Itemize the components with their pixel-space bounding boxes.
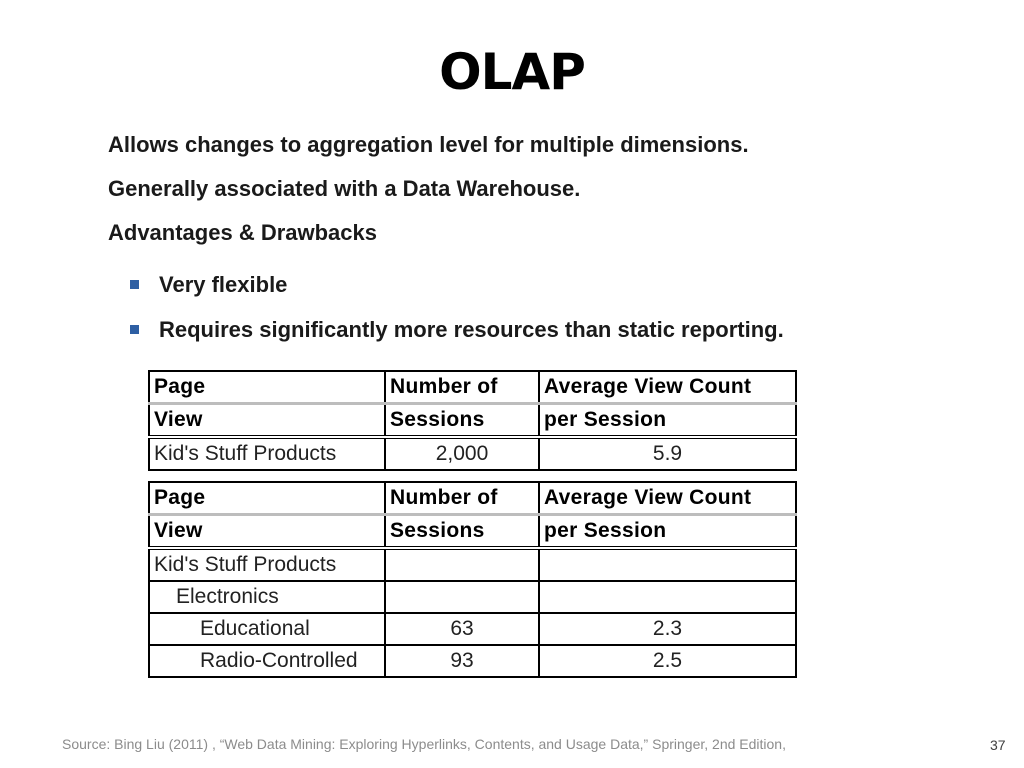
sub-bullet-flexible bbox=[108, 262, 988, 307]
avg-view-count-cell bbox=[539, 548, 796, 581]
avg-view-count-cell bbox=[539, 581, 796, 613]
table-header-row bbox=[149, 482, 796, 515]
table-row bbox=[149, 437, 796, 470]
header-cell: Average View Count bbox=[539, 371, 796, 404]
page-view-cell: Kid's Stuff Products bbox=[149, 548, 385, 581]
header-cell: per Session bbox=[539, 404, 796, 438]
drilldown-table bbox=[148, 481, 797, 678]
header-cell: Sessions bbox=[385, 515, 539, 549]
sessions-cell bbox=[385, 548, 539, 581]
page-view-cell: Kid's Stuff Products bbox=[149, 437, 385, 470]
header-cell: Page bbox=[149, 371, 385, 404]
sub-bullet-label: Very flexible bbox=[159, 271, 288, 297]
page-view-cell: Radio-Controlled bbox=[149, 645, 385, 677]
source-citation: Source: Bing Liu (2011) , “Web Data Mining: Exploring Hyperlinks, Contents, and Usage Data,” Springer, 2nd Edition, bbox=[62, 736, 786, 752]
bullet-data-warehouse: Generally associated with a Data Warehouse. bbox=[108, 176, 581, 201]
page-view-cell: Electronics bbox=[149, 581, 385, 613]
header-cell: per Session bbox=[539, 515, 796, 549]
table-row bbox=[149, 581, 796, 613]
sessions-cell: 2,000 bbox=[385, 437, 539, 470]
bullet-list bbox=[108, 130, 988, 352]
table-row bbox=[149, 613, 796, 645]
page-view-cell: Educational bbox=[149, 613, 385, 645]
bullet-advantages-drawbacks: Advantages & Drawbacks bbox=[108, 220, 377, 245]
sessions-cell: 63 bbox=[385, 613, 539, 645]
table-row bbox=[149, 645, 796, 677]
table-header-row bbox=[149, 404, 796, 438]
header-cell: View bbox=[149, 404, 385, 438]
table-row bbox=[149, 548, 796, 581]
sub-bullet-label: Requires significantly more resources than static reporting. bbox=[159, 316, 784, 342]
avg-view-count-cell: 2.5 bbox=[539, 645, 796, 677]
bullet-aggregation: Allows changes to aggregation level for multiple dimensions. bbox=[108, 132, 749, 157]
table-header-row bbox=[149, 515, 796, 549]
table-header-row bbox=[149, 371, 796, 404]
header-cell: Number of bbox=[385, 371, 539, 404]
sessions-cell bbox=[385, 581, 539, 613]
header-cell: Average View Count bbox=[539, 482, 796, 515]
avg-view-count-cell: 2.3 bbox=[539, 613, 796, 645]
header-cell: Number of bbox=[385, 482, 539, 515]
sub-bullet-resources bbox=[108, 307, 988, 352]
aggregated-table bbox=[148, 370, 797, 471]
page-number: 37 bbox=[990, 737, 1006, 753]
square-bullet-icon bbox=[130, 280, 139, 289]
header-cell: Sessions bbox=[385, 404, 539, 438]
header-cell: View bbox=[149, 515, 385, 549]
slide-title: OLAP bbox=[439, 43, 585, 101]
sessions-cell: 93 bbox=[385, 645, 539, 677]
square-bullet-icon bbox=[130, 325, 139, 334]
avg-view-count-cell: 5.9 bbox=[539, 437, 796, 470]
header-cell: Page bbox=[149, 482, 385, 515]
